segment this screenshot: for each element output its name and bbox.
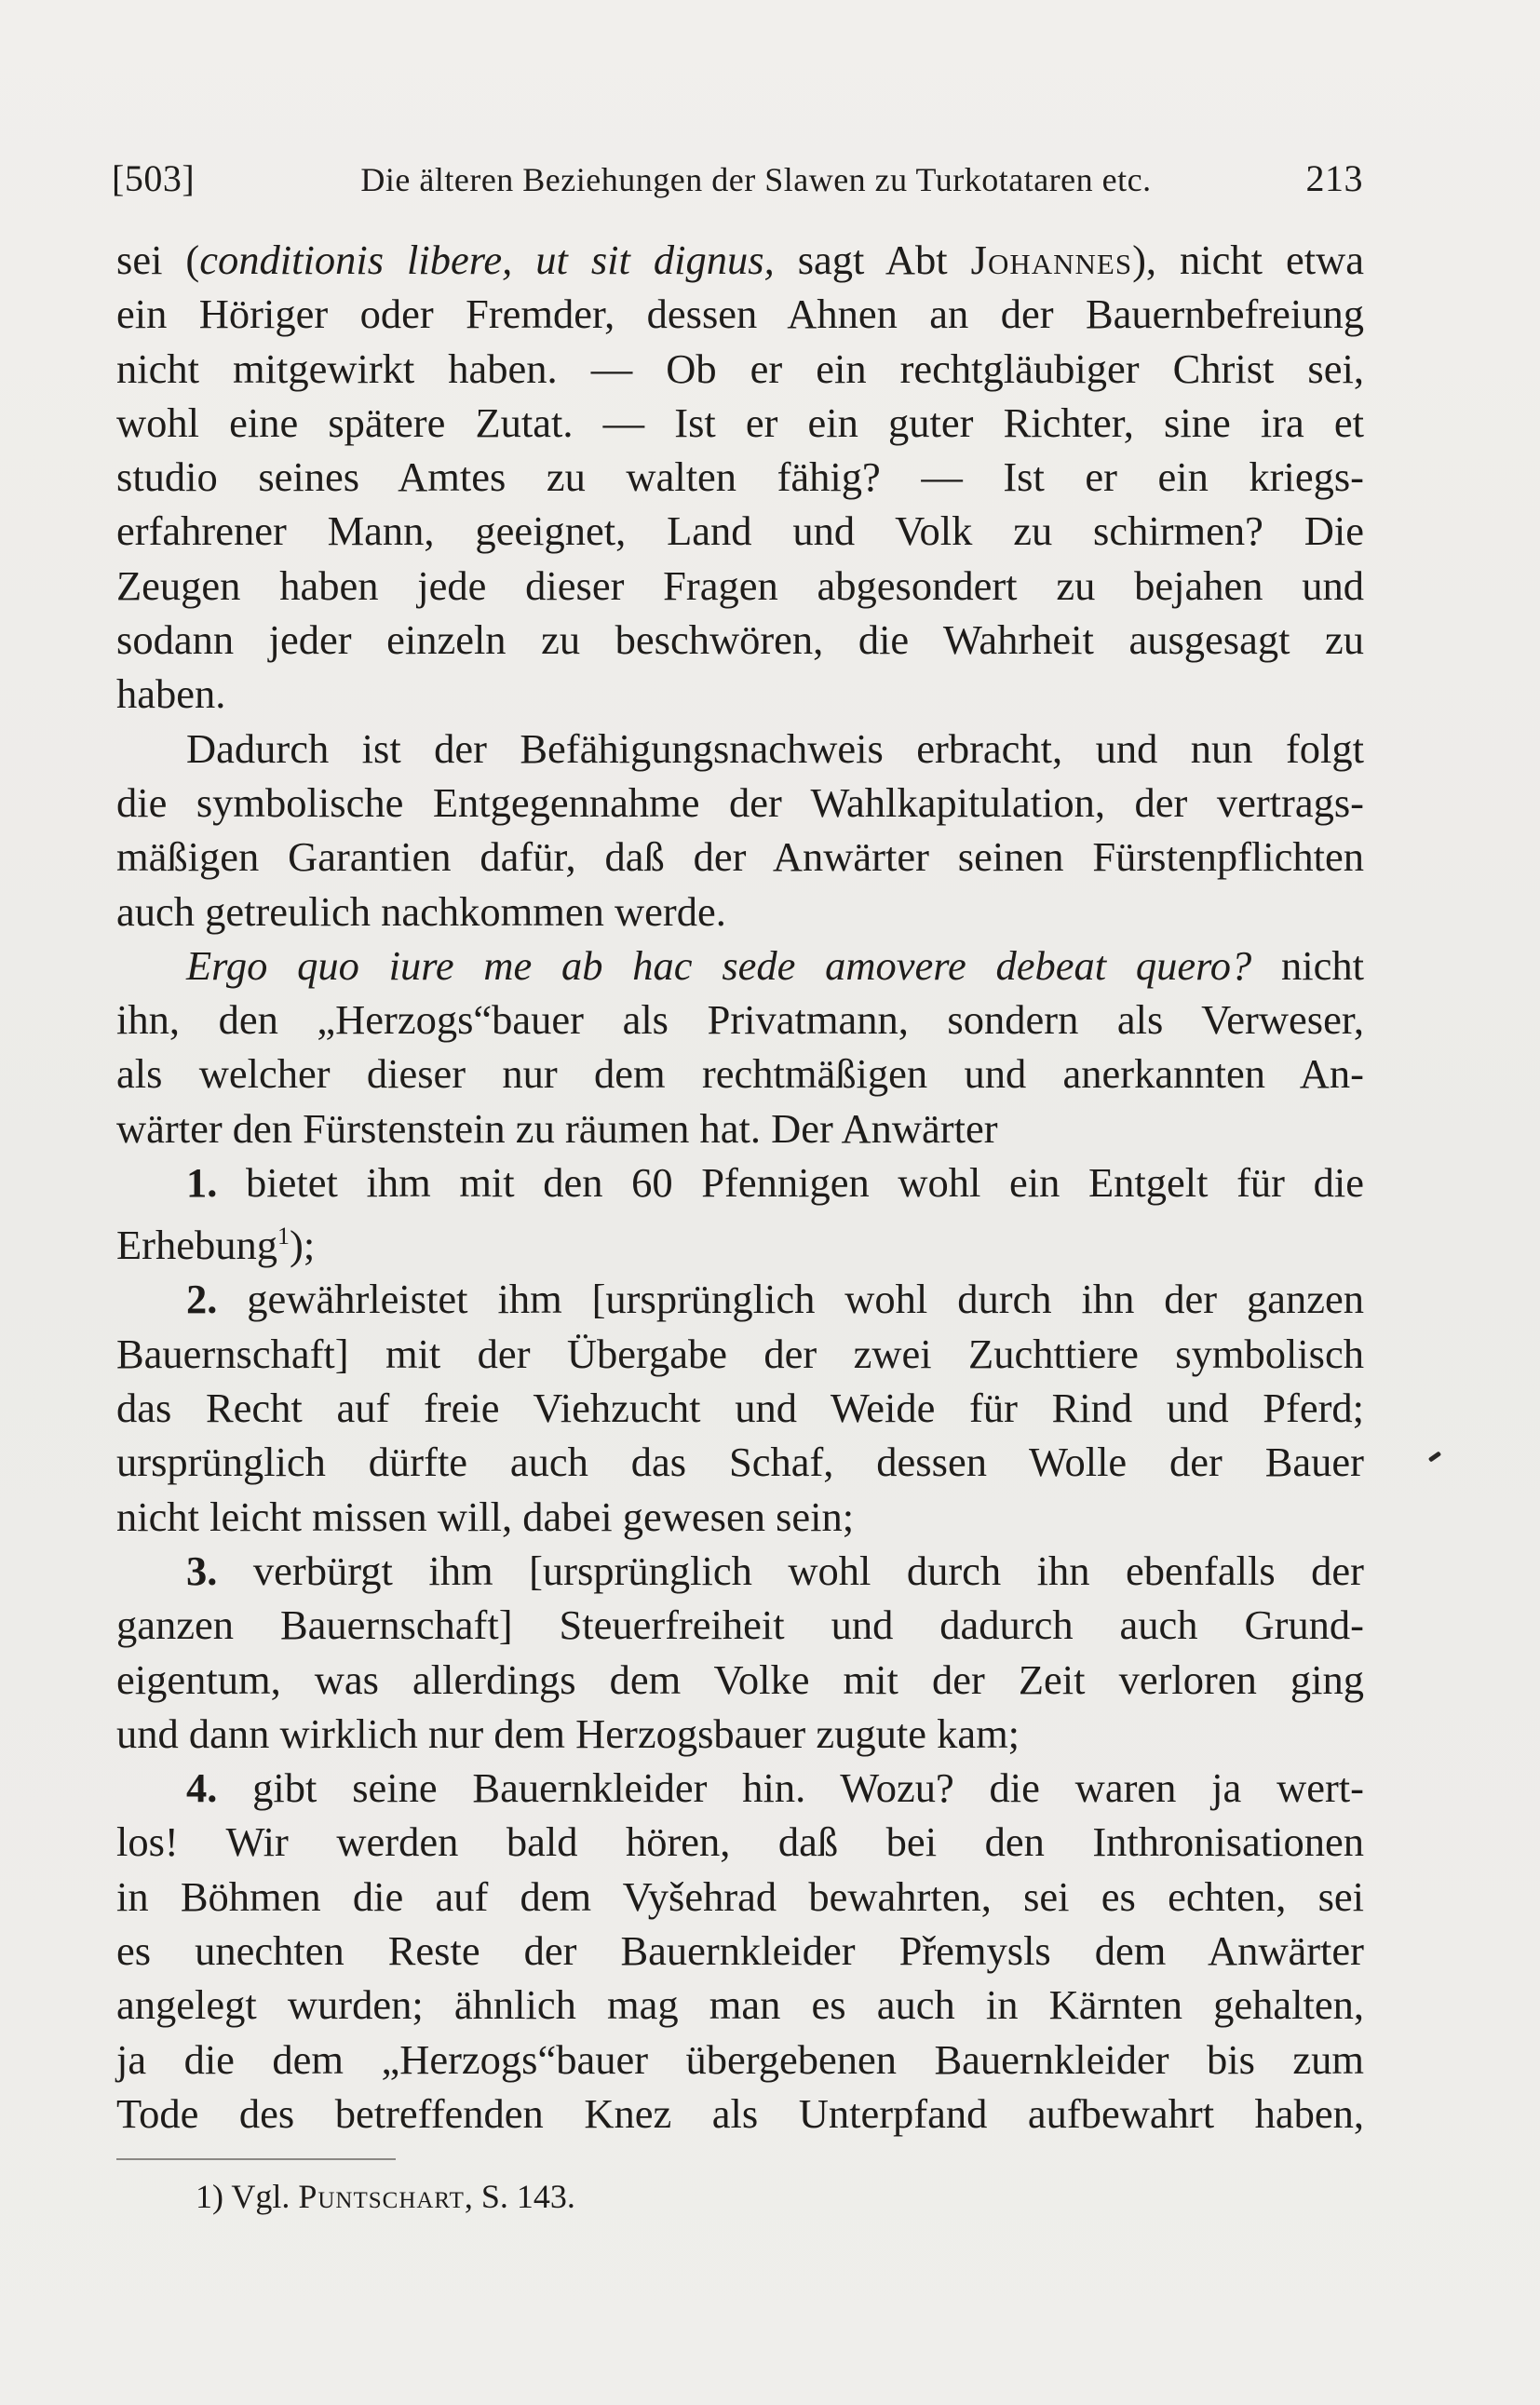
page-number: 213 — [1305, 157, 1363, 199]
text-line: mäßigen Garantien dafür, daß der Anwärter seinen Fürstenpflichten — [116, 833, 1364, 881]
latin-quote: Ergo quo iure me ab hac sede amovere debeat quero? — [186, 941, 1252, 989]
text-line: in Böhmen die auf dem Vyšehrad bewahrten, sei es echten, sei — [116, 1872, 1364, 1920]
item-number: 1. — [186, 1159, 218, 1207]
item-number: 2. — [186, 1276, 218, 1323]
text-line: nicht mitgewirkt haben. — Ob er ein rechtgläubiger Christ sei, — [116, 345, 1364, 392]
text-line: haben. — [116, 670, 226, 718]
main-text — [116, 233, 1364, 2141]
text-line: nicht leicht missen will, dabei gewesen sein; — [116, 1493, 855, 1540]
text-line: Bauernschaft] mit der Übergabe der zwei Zuchttiere symbolisch — [116, 1330, 1364, 1377]
text-line: Zeugen haben jede dieser Fragen abgesondert zu bejahen und — [116, 561, 1364, 609]
text-line: sodann jeder einzeln zu beschwören, die Wahrheit ausgesagt zu — [116, 616, 1364, 664]
text-line: ja die dem „Herzogs“bauer übergebenen Bauernkleider bis zum — [116, 2035, 1364, 2083]
text-line: das Recht auf freie Viehzucht und Weide für Rind und Pferd; — [116, 1385, 1364, 1432]
list-item-2 — [116, 1272, 1364, 1543]
text-line: 3. verbürgt ihm [ursprünglich wohl durch ihn ebenfalls der — [186, 1547, 1364, 1594]
list-item-3 — [116, 1544, 1364, 1761]
text-line: angelegt wurden; ähnlich mag man es auch in Kärnten gehalten, — [116, 1981, 1364, 2029]
text-line: ein Höriger oder Fremder, dessen Ahnen an der Bauernbefreiung — [116, 290, 1364, 338]
latin-quote: conditionis libere, ut sit dignus, — [199, 236, 775, 283]
text-line: 2. gewährleistet ihm [ursprünglich wohl durch ihn der ganzen — [186, 1276, 1364, 1323]
paragraph-3 — [116, 939, 1364, 1155]
text-line: los! Wir werden bald hören, daß bei den Inthronisationen — [116, 1818, 1364, 1866]
author-name: Puntschart — [298, 2178, 465, 2215]
text-line: ursprünglich dürfte auch das Schaf, dessen Wolle der Bauer — [116, 1439, 1364, 1486]
running-title: Die älteren Beziehungen der Slawen zu Turkotataren etc. — [360, 161, 1152, 198]
page-header — [112, 156, 1363, 200]
paragraph-1 — [116, 233, 1364, 722]
text-line: sei (conditionis libere, ut sit dignus, sagt Abt Johannes), nicht etwa — [116, 236, 1364, 283]
text-line: eigentum, was allerdings dem Volke mit der Zeit verloren ging — [116, 1655, 1364, 1703]
text-line: studio seines Amtes zu walten fähig? — Ist er ein kriegs- — [116, 453, 1364, 501]
footnote-divider — [116, 2158, 396, 2160]
text-line: wohl eine spätere Zutat. — Ist er ein guter Richter, sine ira et — [116, 399, 1364, 446]
item-number: 3. — [186, 1547, 218, 1594]
text-line: wärter den Fürstenstein zu räumen hat. Der Anwärter — [116, 1104, 998, 1152]
item-number: 4. — [186, 1764, 218, 1812]
text-line: ihn, den „Herzogs“bauer als Privatmann, sondern als Verweser, — [116, 996, 1364, 1044]
footnote-marker[interactable]: 1 — [277, 1223, 290, 1250]
text-line: Erhebung$^1$); — [116, 1222, 316, 1269]
paragraph-2 — [116, 722, 1364, 939]
text-line: es unechten Reste der Bauernkleider Přemysls dem Anwärter — [116, 1927, 1364, 1975]
text-line: Dadurch ist der Befähigungsnachweis erbracht, und nun folgt — [186, 724, 1364, 772]
text-line: Tode des betreffenden Knez als Unterpfand aufbewahrt haben, — [116, 2089, 1364, 2137]
text-line: 1. bietet ihm mit den 60 Pfennigen wohl ein Entgelt für die — [186, 1159, 1364, 1207]
page-reference: [503] — [112, 157, 196, 199]
text-line: ganzen Bauernschaft] Steuerfreiheit und dadurch auch Grund- — [116, 1601, 1364, 1649]
text-line: erfahrener Mann, geeignet, Land und Volk zu schirmen? Die — [116, 507, 1364, 555]
text-line: und dann wirklich nur dem Herzogsbauer zugute kam; — [116, 1709, 1020, 1757]
text-line: als welcher dieser nur dem rechtmäßigen und anerkannten An- — [116, 1050, 1364, 1098]
list-item-4 — [116, 1761, 1364, 2141]
margin-mark — [1428, 1451, 1441, 1462]
text-line: 4. gibt seine Bauernkleider hin. Wozu? die waren ja wert- — [186, 1764, 1364, 1812]
text-line: auch getreulich nachkommen werde. — [116, 887, 726, 935]
author-name: Johannes — [970, 236, 1133, 283]
text-line: Ergo quo iure me ab hac sede amovere debeat quero? nicht — [186, 941, 1364, 989]
text-line: die symbolische Entgegennahme der Wahlkapitulation, der vertrags- — [116, 778, 1364, 826]
footnote: 1) Vgl. Puntschart, S. 143. — [196, 2178, 575, 2215]
list-item-1 — [116, 1155, 1364, 1272]
